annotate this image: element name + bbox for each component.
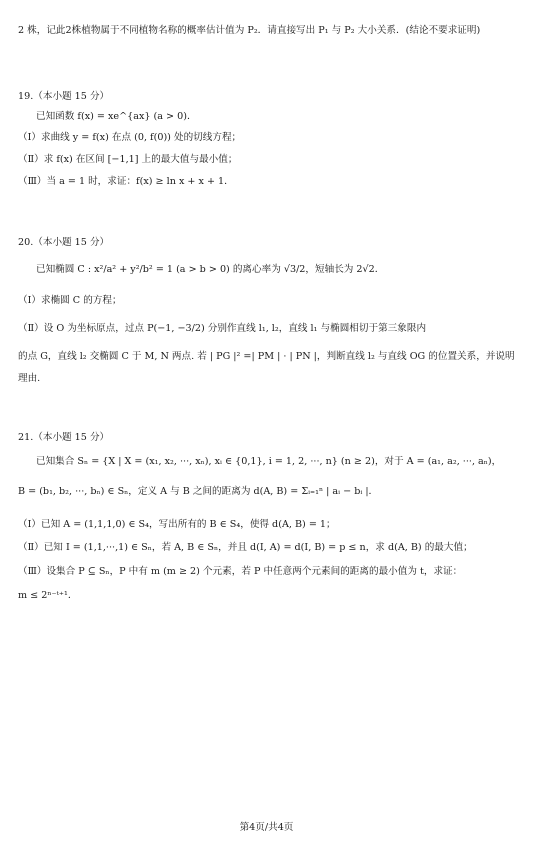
q21-part3-line2: m ≤ 2ⁿ⁻ᵗ⁺¹． [18, 590, 78, 601]
q20-part2-line2: 的点 G，直线 l₂ 交椭圆 C 于 M, N 两点. 若 | PG |² =| PM | · | PN |，判断直线 l₂ 与直线 OG 的位置关系，并说明 [18, 351, 515, 362]
q21-heading: 21.（本小题 15 分） [18, 432, 110, 443]
q19-part2: （Ⅱ）求 f(x) 在区间 [−1,1] 上的最大值与最小值； [18, 154, 238, 165]
page-footer: 第4页/共4页 [239, 822, 294, 833]
q19-heading: 19.（本小题 15 分） [18, 91, 110, 102]
q21-intro-line2: B = (b₁, b₂, ···, bₙ) ∈ Sₙ，定义 A 与 B 之间的距离为 d(A, B) = Σᵢ₌₁ⁿ | aᵢ − bᵢ |． [18, 486, 379, 497]
q19-part1: （Ⅰ）求曲线 y = f(x) 在点 (0, f(0)) 处的切线方程； [18, 132, 242, 143]
q21-intro: 已知集合 Sₙ = {X | X = (x₁, x₂, ···, xₙ), xᵢ ∈ {0,1}, i = 1, 2, ···, n} (n ≥ 2)，对于 A = (a₁, a₂, ···, aₙ)， [36, 456, 502, 467]
q21-part1: （Ⅰ）已知 A = (1,1,1,0) ∈ S₄，写出所有的 B ∈ S₄，使得 d(A, B) = 1； [18, 519, 336, 530]
q20-part2-line1: （Ⅱ）设 O 为坐标原点，过点 P(−1, −3/2) 分别作直线 l₁, l₂，直线 l₁ 与椭圆相切于第三象限内 [18, 323, 427, 334]
q20-part1: （Ⅰ）求椭圆 C 的方程； [18, 295, 122, 306]
q21-part2: （Ⅱ）已知 I = (1,1,···,1) ∈ Sₙ，若 A, B ∈ Sₙ，并且 d(I, A) = d(I, B) = p ≤ n，求 d(A, B) 的最大值； [18, 542, 473, 553]
continuation-line: 2 株，记此2株植物属于不同植物名称的概率估计值为 P₂．请直接写出 P₁ 与 P₂ 大小关系．(结论不要求证明) [18, 25, 481, 36]
q21-part3-line1: （Ⅲ）设集合 P ⊆ Sₙ，P 中有 m (m ≥ 2) 个元素，若 P 中任意两个元素间的距离的最小值为 t，求证： [18, 566, 463, 577]
q20-part2-line3: 理由. [18, 373, 41, 384]
q20-heading: 20.（本小题 15 分） [18, 237, 110, 248]
q19-part3: （Ⅲ）当 a = 1 时，求证：f(x) ≥ ln x + x + 1． [18, 176, 234, 187]
q20-intro: 已知椭圆 C : x²/a² + y²/b² = 1 (a > b > 0) 的离心率为 √3/2，短轴长为 2√2． [36, 264, 385, 275]
q19-intro: 已知函数 f(x) = xe^{ax} (a > 0)． [36, 111, 197, 122]
